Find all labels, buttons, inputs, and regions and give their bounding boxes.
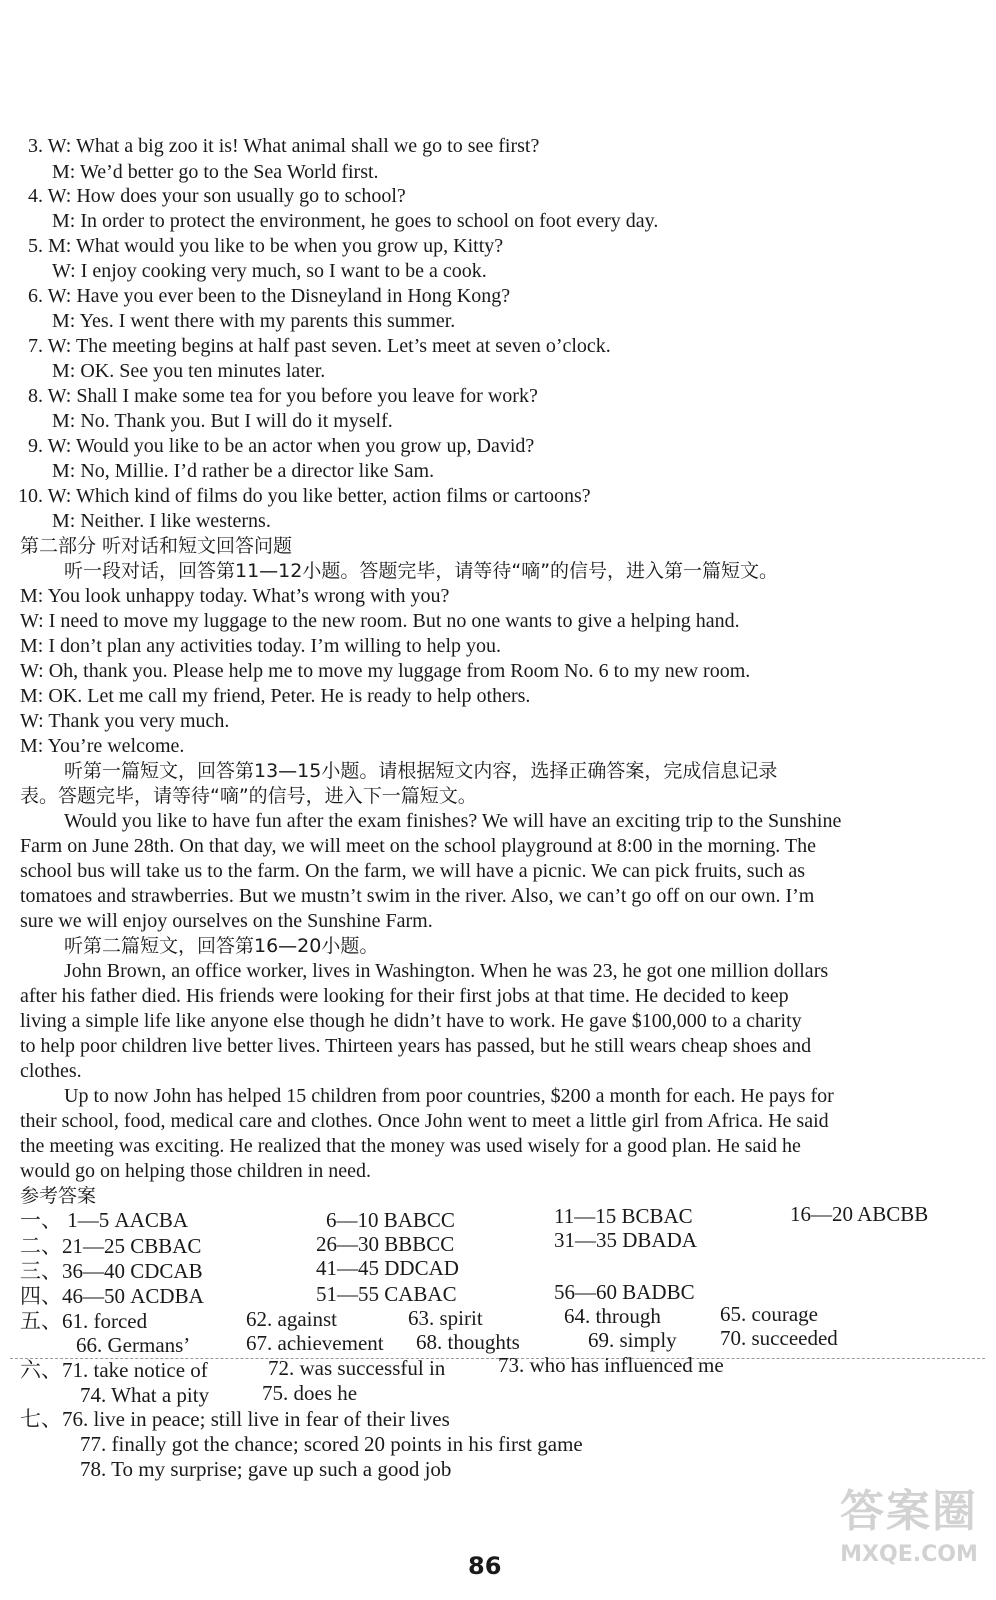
dialogue-5-answer: W: I enjoy cooking very much, so I want to be a cook. <box>52 260 487 282</box>
passage2-line: living a simple life like anyone else though he didn’t have to work. He gave $100,000 to a charity <box>20 1010 802 1032</box>
answer-entry: 16—20 ABCBB <box>790 1202 929 1226</box>
passage2-line: John Brown, an office worker, lives in Washington. When he was 23, he got one million dollars <box>64 960 829 982</box>
answer-entry: 74. What a pity <box>80 1383 210 1407</box>
instruction-11-12: 听一段对话，回答第11—12小题。答题完毕，请等待“嘀”的信号，进入第一篇短文。 <box>64 560 779 582</box>
answer-entry: 63. spirit <box>408 1306 483 1330</box>
page-number: 86 <box>468 1552 502 1580</box>
passage3-line: their school, food, medical care and clothes. Once John went to meet a little girl from Africa. He said <box>20 1110 829 1132</box>
dialogue-9-question: 9. W: Would you like to be an actor when you grow up, David? <box>28 435 535 457</box>
dialogue-6-question: 6. W: Have you ever been to the Disneyland in Hong Kong? <box>28 285 511 307</box>
passage3-line: the meeting was exciting. He realized that the money was used wisely for a good plan. He said he <box>20 1135 801 1157</box>
watermark-logo <box>834 1488 984 1568</box>
answer-entry: 四、46—50 ACDBA <box>20 1284 204 1308</box>
conversation-line: W: Oh, thank you. Please help me to move my luggage from Room No. 6 to my new room. <box>20 660 751 682</box>
answer-entry: 64. through <box>564 1304 661 1328</box>
instruction-13-15-cont: 表。答题完毕，请等待“嘀”的信号，进入下一篇短文。 <box>20 785 477 807</box>
answer-entry: 78. To my surprise; gave up such a good job <box>80 1457 452 1481</box>
answer-entry: 6—10 BABCC <box>326 1208 455 1232</box>
answer-entry: 二、21—25 CBBAC <box>20 1234 202 1258</box>
passage1-line: sure we will enjoy ourselves on the Sunshine Farm. <box>20 910 433 932</box>
conversation-line: W: I need to move my luggage to the new room. But no one wants to give a helping hand. <box>20 610 740 632</box>
answer-entry: 72. was successful in <box>268 1356 446 1380</box>
dialogue-5-question: 5. M: What would you like to be when you grow up, Kitty? <box>28 235 504 257</box>
part2-heading: 第二部分 听对话和短文回答问题 <box>20 535 293 557</box>
answer-entry: 67. achievement <box>246 1331 384 1355</box>
conversation-line: M: You look unhappy today. What’s wrong with you? <box>20 585 450 607</box>
conversation-line: M: OK. Let me call my friend, Peter. He is ready to help others. <box>20 685 531 707</box>
answer-entry: 六、71. take notice of <box>20 1358 208 1382</box>
answers-heading: 参考答案 <box>20 1185 97 1207</box>
answer-entry: 75. does he <box>262 1381 358 1405</box>
passage2-line: to help poor children live better lives. Thirteen years has passed, but he still wears cheap shoes and <box>20 1035 812 1057</box>
conversation-line: W: Thank you very much. <box>20 710 230 732</box>
dialogue-4-question: 4. W: How does your son usually go to school? <box>28 185 406 207</box>
dialogue-8-answer: M: No. Thank you. But I will do it myself. <box>52 410 393 432</box>
passage1-line: Farm on June 28th. On that day, we will meet on the school playground at 8:00 in the morning. The <box>20 835 816 857</box>
passage1-line: school bus will take us to the farm. On the farm, we will have a picnic. We can pick fruits, such as <box>20 860 806 882</box>
answer-entry: 31—35 DBADA <box>554 1228 697 1252</box>
dialogue-9-answer: M: No, Millie. I’d rather be a director like Sam. <box>52 460 435 482</box>
dialogue-4-answer: M: In order to protect the environment, he goes to school on foot every day. <box>52 210 659 232</box>
answer-entry: 41—45 DDCAD <box>316 1256 459 1280</box>
passage2-line: clothes. <box>20 1060 82 1082</box>
answer-entry: 77. finally got the chance; scored 20 points in his first game <box>80 1432 583 1456</box>
answer-entry: 69. simply <box>588 1328 677 1352</box>
answer-entry: 七、76. live in peace; still live in fear of their lives <box>20 1407 450 1431</box>
answer-entry: 62. against <box>246 1307 337 1331</box>
dialogue-6-answer: M: Yes. I went there with my parents this summer. <box>52 310 456 332</box>
conversation-line: M: You’re welcome. <box>20 735 185 757</box>
answer-entry: 68. thoughts <box>416 1330 520 1354</box>
answer-entry: 66. Germans’ <box>76 1333 191 1357</box>
answer-entry: 11—15 BCBAC <box>554 1204 693 1228</box>
dialogue-10-answer: M: Neither. I like westerns. <box>52 510 271 532</box>
answer-entry: 26—30 BBBCC <box>316 1232 455 1256</box>
dialogue-3-question: 3. W: What a big zoo it is! What animal shall we go to see first? <box>28 135 540 157</box>
passage3-line: Up to now John has helped 15 children from poor countries, $200 a month for each. He pays for <box>64 1085 834 1107</box>
answer-entry: 一、 1—5 AACBA <box>20 1208 189 1232</box>
passage1-line: tomatoes and strawberries. But we mustn’t swim in the river. Also, we can’t go off on our own. I’m <box>20 885 815 907</box>
dialogue-8-question: 8. W: Shall I make some tea for you before you leave for work? <box>28 385 538 407</box>
watermark-text: 答案圈 <box>840 1486 978 1537</box>
answer-entry: 51—55 CABAC <box>316 1282 457 1306</box>
conversation-line: M: I don’t plan any activities today. I’m willing to help you. <box>20 635 502 657</box>
dialogue-10-question: 10. W: Which kind of films do you like better, action films or cartoons? <box>18 485 591 507</box>
passage2-line: after his father died. His friends were looking for their first jobs at that time. He decided to keep <box>20 985 789 1007</box>
answer-entry: 65. courage <box>720 1302 818 1326</box>
watermark-url: MXQE.COM <box>840 1542 978 1567</box>
passage3-line: would go on helping those children in need. <box>20 1160 372 1182</box>
dialogue-7-question: 7. W: The meeting begins at half past seven. Let’s meet at seven o’clock. <box>28 335 611 357</box>
instruction-13-15: 听第一篇短文，回答第13—15小题。请根据短文内容，选择正确答案，完成信息记录 <box>64 760 778 782</box>
answer-entry: 70. succeeded <box>720 1326 838 1350</box>
answer-entry: 三、36—40 CDCAB <box>20 1259 203 1283</box>
passage1-line: Would you like to have fun after the exam finishes? We will have an exciting trip to the Sunshine <box>64 810 842 832</box>
instruction-16-20: 听第二篇短文，回答第16—20小题。 <box>64 935 379 957</box>
dialogue-7-answer: M: OK. See you ten minutes later. <box>52 360 326 382</box>
answer-entry: 56—60 BADBC <box>554 1280 695 1304</box>
dialogue-3-answer: M: We’d better go to the Sea World first. <box>52 161 379 183</box>
answer-entry: 73. who has influenced me <box>498 1353 724 1377</box>
answer-entry: 五、61. forced <box>20 1309 148 1333</box>
